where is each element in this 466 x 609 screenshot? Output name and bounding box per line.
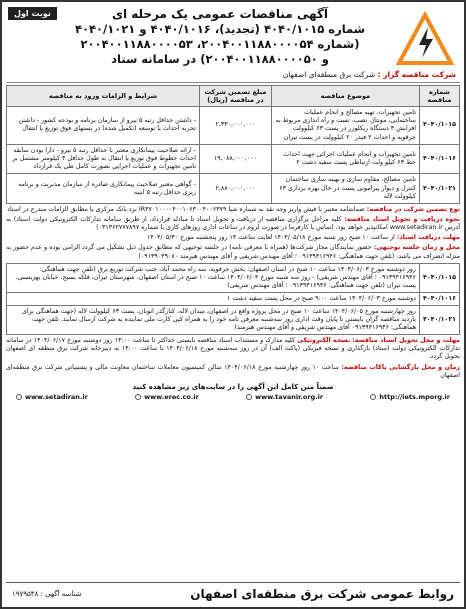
- contracting-agency: [283, 70, 456, 80]
- globe-icon: [135, 394, 141, 400]
- briefing-tender-number: ۴۰۴۰/۱۰۲۱: [419, 305, 459, 334]
- guarantee-amount: ۱۹,۰۸۸,۰۰۰,۰۰۰: [199, 144, 271, 174]
- website-url[interactable]: http://iets.mporg.ir: [379, 392, 450, 401]
- ad-title: [50, 7, 390, 67]
- col-tender-number: شماره مناقصه: [419, 86, 459, 107]
- submission-label: مهلت و محل تحویل اسناد مناقصه:: [352, 337, 461, 345]
- submission-section: [6, 337, 460, 361]
- opening-section: [6, 364, 460, 380]
- tender-number: ۴۰۴۰/۱۰۲۱: [419, 174, 459, 204]
- globe-icon: [370, 394, 376, 400]
- col-subject: موضوع مناقصه: [271, 86, 419, 107]
- footer-bar: [6, 582, 460, 604]
- submission-text: کلیه مدارک و مستندات اسناد مناقصه بایستی حداکثر تا ساعت ۱۴:۰۰ روز دوشنبه مورخ ۱۴۰۴/۰۶/۱۷ در سامانه تدارکات الکترونیکی دولت (ستاد) بارگذاری و نسخه فیزیکی (پاکت الف) آن در روز سه‌شنبه مورخ ۱۴۰۴/۰۶/۱۸ تا ساعت ۱۴:۰۰ به دبیرخانه شرکت برق منطقه ای اصفهان تحویل گردد.: [6, 337, 460, 361]
- table-row: [7, 174, 460, 204]
- website-item[interactable]: [246, 393, 323, 401]
- tender-number: ۴۰۴۰/۱۰۱۶: [419, 144, 459, 174]
- tender-subject: تامین تجهیزات و انجام عملیات اجرائی جهت احداث خط ۶۳ کیلو ولت ارتباطی پست سفید دشت ۲: [271, 144, 419, 174]
- col-conditions: شرایط و الزامات ورود به مناقصه: [7, 86, 200, 107]
- briefing-tender-number: ۴۰۴۰/۱۰۱۵: [419, 263, 459, 292]
- title-line-1: آگهی مناقصات عمومی یک مرحله ای: [111, 7, 329, 21]
- table-row: [7, 263, 460, 292]
- briefing-label: محل و زمان جلسه توجیهی:: [373, 244, 460, 252]
- guarantee-amount: ۲,۳۳۰,۰۰۰,۰۰۰: [199, 107, 271, 145]
- briefing-details: دوشنبه مورخ ۱۴۰۴/۰۶/۰۳ ساعت ۹:۰۰ صبح در محل پست سفید دشت ۱: [7, 292, 420, 305]
- deadline-section: [6, 234, 460, 242]
- guarantee-label: نوع تضمین شرکت در مناقصه:: [366, 206, 460, 214]
- website-url[interactable]: www.erec.co.ir: [144, 392, 199, 401]
- tenders-table: [6, 85, 460, 204]
- documents-text: کلیه مراحل برگزاری مناقصه از دریافت و تحویل اسناد تا مبادله قرارداد، از طریق سامانه تدارکات الکترونیکی دولت (ستاد) به آدرس www.setadiran.ir امکانپذیر خواهد بود. (تماس با کارفرما در صورت لزوم در ساعات اداری روزهای کاری با شماره ۰۳۱۳۶۲۷۷۷۸۹۷): [6, 216, 460, 232]
- table-row: [7, 292, 460, 305]
- ad-id-value: ۱۹۷۹۵۴۸: [12, 589, 39, 598]
- ad-id-label: شناسه آگهی :: [40, 589, 82, 598]
- footer-note: ضمناً متن کامل این آگهی را در سایت‌های زیر مشاهده کنید: [132, 382, 334, 391]
- col-guarantee-amount: مبلغ تضمین شرکت در مناقصه (ریال): [199, 86, 271, 107]
- website-url[interactable]: www.setadiran.ir: [25, 392, 88, 401]
- tender-conditions: - گواهی معتبر صلاحیت پیمانکاری صادره از سازمان مدیریت و برنامه ریزی حداقل رتبه ۵ ابنیه: [7, 174, 200, 204]
- briefing-table: [6, 263, 460, 336]
- briefing-section: [6, 244, 460, 260]
- tender-conditions: - ارائه صلاحیت پیمانکاری معتبر با حداقل رتبه ۵ نیرو - دارا بودن سابقه احداث خطوط فوق توزیع یا انتقال به طول حداقل ۴ کیلومتر مشتمل بر تامین تجهیزات و عملیات اجرایی بصورت کامل طی یک قرارداد: [7, 144, 200, 174]
- title-line-2: شماره ۴۰۴۰/۱۰۱۵ (تجدید)، ۴۰۴۰/۱۰۱۶ و ۴۰۴۰/۱۰۲۱: [74, 22, 366, 36]
- public-relations-signature: روابط عمومی شرکت برق منطقه‌ای اصفهان: [190, 586, 454, 601]
- tender-conditions: - داشتن حداقل رتبه ۵ نیرو از سازمان برنامه و بودجه کشور - داشتن تجربه احداث یا توسعه (تکمیل شده) در پستهای فوق توزیع یا انتقال: [7, 107, 200, 145]
- website-url[interactable]: www.tavanir.org.ir: [255, 392, 324, 401]
- ad-id: [12, 590, 81, 598]
- guarantee-amount: ۲,۸۸۰,۰۰۰,۰۰۰: [199, 174, 271, 204]
- briefing-tender-number: ۴۰۴۰/۱۰۱۶: [419, 292, 459, 305]
- globe-icon: [16, 394, 22, 400]
- opening-label: زمان و محل بازگشایی پاکات مناقصه:: [341, 363, 460, 371]
- documents-label: نحوه دریافت و تحویل اسناد مناقصه:: [344, 216, 460, 224]
- tender-number: ۴۰۴۰/۱۰۱۵: [419, 107, 459, 145]
- briefing-details: روز دوشنبه مورخ ۱۴۰۴/۰۶/۰۳ ساعت ۱۰ صبح در استان اصفهان: بخش جرقویه، سه راه محمد آباد، جنب شرکت توزیع برق (تلفن جهت هماهنگی: ۰۹۱۳۹۴۱۶۹۴۶ ؛ آقای مهندس شریفی) - روز سه شنبه مورخ ۱۴۰۴/۰۶/۰۴ ساعت ۱۰ صبح در استان اصفهان، شهرستان تیران، فلکه بسیج، خیابان بهزیستی، پست تیران (تلفن جهت هماهنگی: ۰۹۱۳۹۴۱۶۹۴۶ ؛ آقای مهندس شریفی): [7, 263, 420, 292]
- first-round-badge: نوبت اول: [8, 7, 57, 20]
- briefing-details: روز چهارشنبه مورخ ۱۴۰۴/۰۶/۰۵ ساعت ۱۰ صبح در محل پروژه واقع در اصفهان، میدان لاله، کنارگذر اتوبان، پست ۶۳ کیلوولت لاله (جهت هماهنگی برای بازدید مناقصه گران بایستی تا پایان وقت اداری روز سه‌شنبه معرفی نامه خود را به همراه کپی کارت ملی نماینده به شرکت ارسال نمایند. تلفن جهت هماهنگی: ۰۹۱۳۹۴۱۶۹۴۶ آقای مهندس شریفی و آقای مهندس هیرمند): [7, 305, 420, 334]
- tenders-header-row: [7, 86, 460, 107]
- title-line-3: (شماره ۲۰۰۴۰۰۱۱۸۸۰۰۰۰۵۴، ۲۰۰۴۰۰۱۱۸۸۰۰۰۰۵۳: [80, 37, 360, 51]
- globe-icon: [246, 394, 252, 400]
- submission-electronic: نسخه الکترونیکی: [297, 337, 351, 345]
- deadline-label: مهلت دریافت اسناد:: [396, 234, 460, 242]
- agency-value: شرکت برق منطقه‌ای اصفهان: [282, 70, 376, 79]
- tavanir-logo-icon: [394, 11, 456, 67]
- website-item[interactable]: [135, 393, 199, 401]
- tender-subject: تامین مصالح، مقاوم سازی و بهینه سازی ساختمان کنترل و دیوار پیرامونی پست در حال بهره برداری ۶۳ کیلوولت لاله: [271, 174, 419, 204]
- guarantee-text: ضمانتنامه معتبر با فیش واریز وجه نقد به شماره شبا IR۳۷۰۱۰۰۰۰۴۰۰۱۰۶۳۰۰۴۰۰۶۳۷۹ نزد بانک مرکزی یا مطابق الزامات مندرج در اسناد: [7, 206, 365, 214]
- website-list: [6, 391, 460, 403]
- table-row: [7, 144, 460, 174]
- deadline-text: از ساعت ۱۰ صبح روز شنبه مورخ ۱۴۰۴/۰۵/۱۸ لغایت ساعت ۱۴ روز پنجشنبه مورخ ۱۴۰۴/۰۵/۳۰: [146, 234, 395, 242]
- table-row: [7, 305, 460, 334]
- tender-subject: تامین تجهیزات، تهیه مصالح و انجام عملیات ساختمانی، مونتاژ، نصب، تست و راه اندازی مربوط به افزایش ۳ دستگاه ریکلوزر در پست ۶۳ کیلوولت جرقویه و احداث ۲ فیدر ۲۰ کیلوولت در پست تیران: [271, 107, 419, 145]
- briefing-text: حضور نمایندگان مجاز شرکت‌ها (همراه با معرفی نامه) در جلسه توجیهی که مطابق جدول ذیل تشکیل می گردد الزامی بوده و عدم حضور به منزله انصراف می باشد. (تلفن جهت هماهنگی: ۰۹۱۳۹۴۱۶۹۴۶ ؛ آقای مهندس شریفی و آقای مهندس هیرمند ۰۹۱۳۹۰۳۹۰۸۰): [6, 244, 460, 260]
- title-line-4: و ۲۰۰۴۰۰۱۱۸۸۰۰۰۰۵۰) در سامانه ستاد: [111, 52, 329, 66]
- agency-label: شرکت مناقصه گزار :: [377, 70, 456, 79]
- ad-header: [6, 5, 460, 83]
- documents-section: [6, 216, 460, 232]
- website-item[interactable]: [16, 393, 88, 401]
- website-item[interactable]: [370, 393, 450, 401]
- opening-text: ساعت ۱۰ روز چهارشنبه مورخ ۱۴۰۴/۰۶/۱۸ سالن کمیسیون معاملات ساختمان معاونت مالی و پشتیبانی شرکت برق منطقه‌ای اصفهان: [6, 363, 460, 379]
- guarantee-section: [6, 206, 460, 214]
- table-row: [7, 107, 460, 145]
